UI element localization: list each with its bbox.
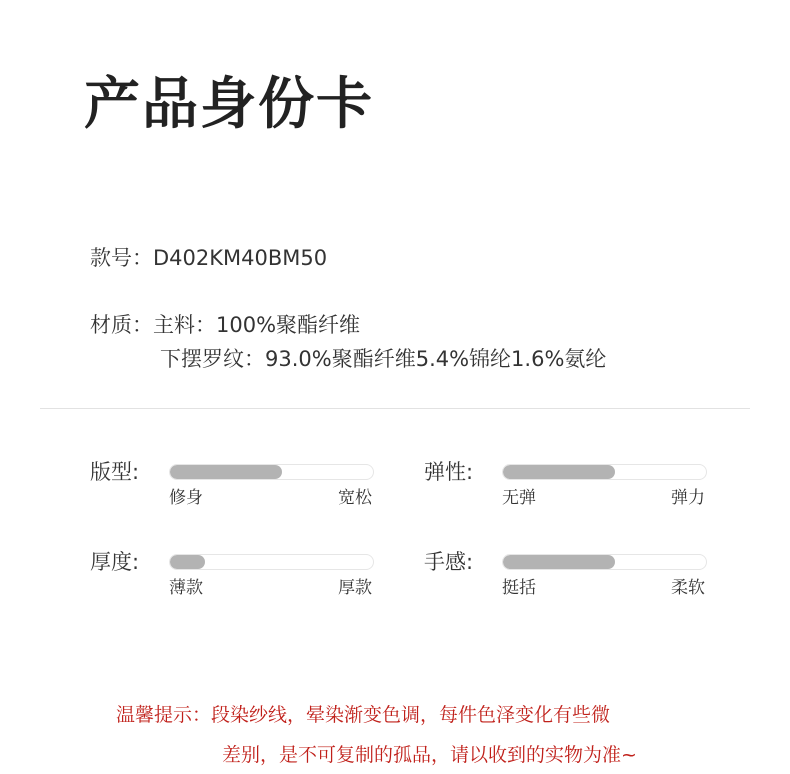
elasticity-scale-max-label: 弹力: [671, 488, 705, 508]
material-hem: 下摆罗纹：93.0%聚酯纤维5.4%锦纶1.6%氨纶: [160, 347, 607, 371]
style-number-label: 款号：: [90, 246, 153, 270]
elasticity-scale-fill: [503, 465, 615, 479]
elasticity-scale-track: [502, 464, 707, 480]
notice-line-2: 差别，是不可复制的孤品，请以收到的实物为准~: [222, 744, 637, 766]
fit-scale-track: [169, 464, 374, 480]
elasticity-scale-min-label: 无弹: [502, 488, 536, 508]
material-main: 主料：100%聚酯纤维: [153, 313, 361, 337]
hand-feel-scale-fill: [503, 555, 615, 569]
attr-label-fit: 版型:: [90, 460, 140, 484]
hand-feel-scale-max-label: 柔软: [671, 578, 705, 598]
material-label: 材质：: [90, 313, 153, 337]
notice-line-1: 温馨提示：段染纱线，晕染渐变色调，每件色泽变化有些微: [116, 704, 611, 726]
thickness-scale-track: [169, 554, 374, 570]
attr-label-hand-feel: 手感:: [424, 550, 474, 574]
fit-scale-fill: [170, 465, 282, 479]
page-title: 产品身份卡: [84, 72, 374, 137]
thickness-scale-fill: [170, 555, 205, 569]
material-row: [90, 310, 360, 340]
divider: [40, 408, 750, 409]
attr-label-elasticity: 弹性:: [424, 460, 474, 484]
fit-scale-min-label: 修身: [169, 488, 203, 508]
hand-feel-scale-track: [502, 554, 707, 570]
style-number-row: [90, 243, 327, 273]
thickness-scale-max-label: 厚款: [338, 578, 372, 598]
hand-feel-scale-min-label: 挺括: [502, 578, 536, 598]
style-number-value: D402KM40BM50: [153, 246, 328, 270]
fit-scale-max-label: 宽松: [338, 488, 372, 508]
attr-label-thickness: 厚度:: [90, 550, 140, 574]
thickness-scale-min-label: 薄款: [169, 578, 203, 598]
